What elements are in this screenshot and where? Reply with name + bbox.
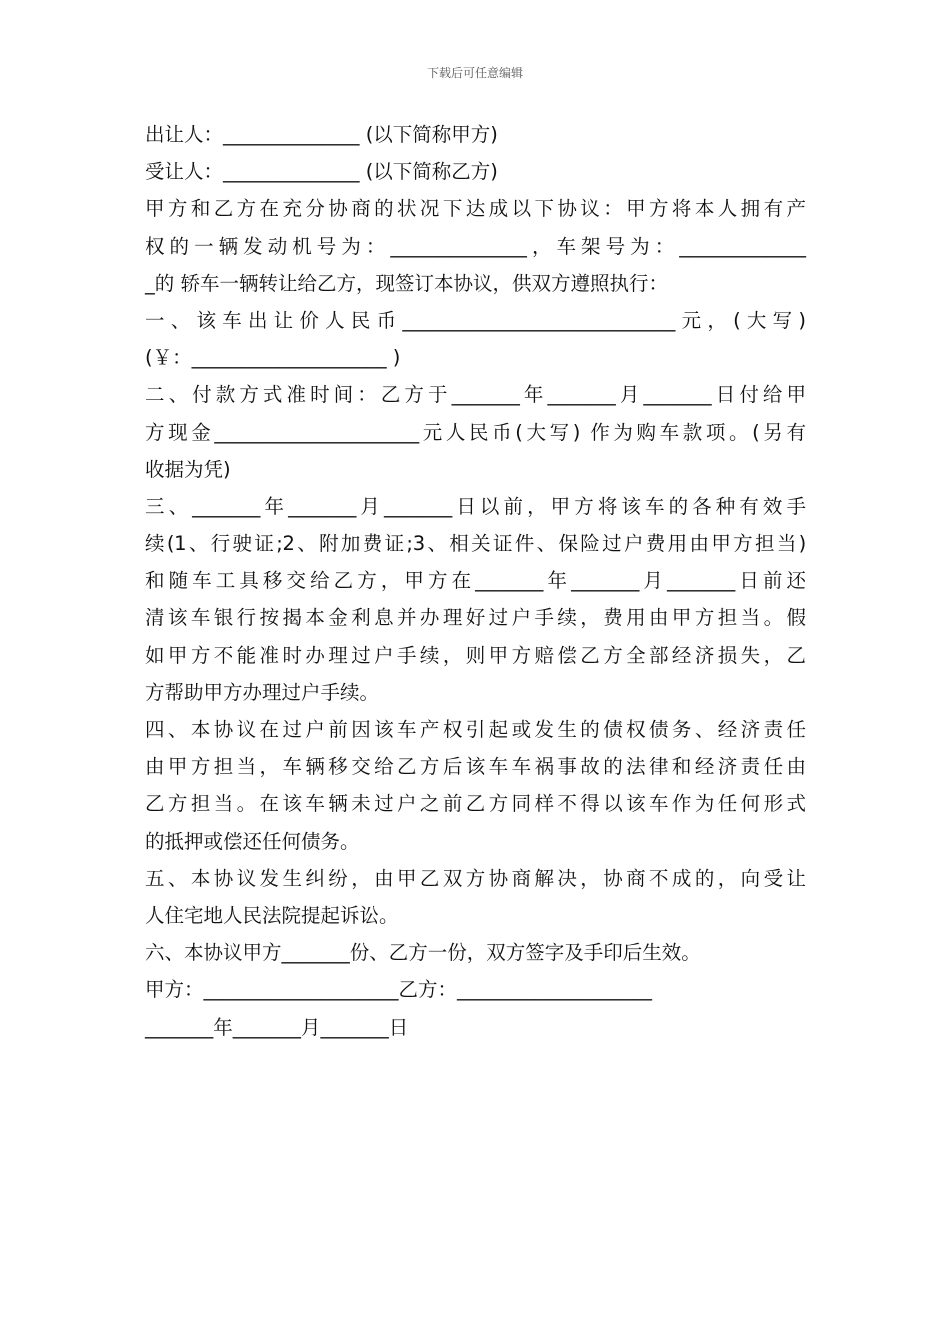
- clause-4-line-1: 四、本协议在过户前因该车产权引起或发生的债权债务、经济责任: [145, 718, 806, 741]
- transferee-line: 受让人：______________ (以下简称乙方): [145, 160, 498, 184]
- clause-3-line-3: 和随车工具移交给乙方，甲方在_______年_______月_______日前还: [145, 569, 806, 593]
- clause-4-line-3: 乙方担当。在该车辆未过户之前乙方同样不得以该车作为任何形式: [145, 792, 806, 816]
- clause-5-line-1: 五、本协议发生纠纷，由甲乙双方协商解决，协商不成的，向受让: [145, 866, 806, 890]
- clause-4-line-2: 由甲方担当，车辆移交给乙方后该车车祸事故的法律和经济责任由: [145, 755, 806, 779]
- clause-3-line-1: 三、_______年_______月_______日以前，甲方将该车的各种有效手: [145, 494, 806, 518]
- clause-2-line-1: 二、付款方式准时间：乙方于_______年_______月_______日付给甲: [145, 383, 806, 407]
- transferor-line: 出让人：______________ (以下简称甲方): [145, 123, 498, 146]
- clause-3-line-5: 如甲方不能准时办理过户手续，则甲方赔偿乙方全部经济损失，乙: [145, 643, 806, 667]
- clause-3-line-2: 续(1、行驶证;2、附加费证;3、相关证件、保险过户费用由甲方担当): [145, 532, 806, 556]
- agreement-body: [145, 116, 806, 1046]
- clause-1-line-2: (￥：____________________ ): [145, 346, 401, 370]
- signature-line: 甲方：____________________乙方：____________________: [145, 978, 653, 1002]
- clause-2-line-2: 方现金_____________________元人民币(大写) 作为购车款项。(另有: [145, 420, 806, 444]
- page-header: 下载后可任意编辑: [426, 66, 523, 80]
- clause-3-line-4: 清该车银行按揭本金利息并办理好过户手续，费用由甲方担当。假: [145, 606, 806, 630]
- clause-1-line-1: 一、该车出让价人民币____________________________元，(大写): [145, 308, 806, 332]
- intro-line-1: 甲方和乙方在充分协商的状况下达成以下协议：甲方将本人拥有产: [145, 197, 806, 221]
- intro-line-3: _的 轿车一辆转让给乙方，现签订本协议，供双方遵照执行：: [145, 271, 668, 295]
- clause-3-line-6: 方帮助甲方办理过户手续。: [145, 680, 380, 704]
- clause-6-line: 六、本协议甲方_______份、乙方一份，双方签字及手印后生效。: [145, 941, 701, 965]
- clause-5-line-2: 人住宅地人民法院提起诉讼。: [145, 903, 399, 927]
- date-line: _______年_______月_______日: [145, 1015, 409, 1039]
- clause-4-line-4: 的抵押或偿还任何债务。: [145, 829, 360, 853]
- intro-line-2: 权的一辆发动机号为：______________，车架号为：_____________: [145, 234, 806, 258]
- clause-2-line-3: 收据为凭): [145, 457, 231, 481]
